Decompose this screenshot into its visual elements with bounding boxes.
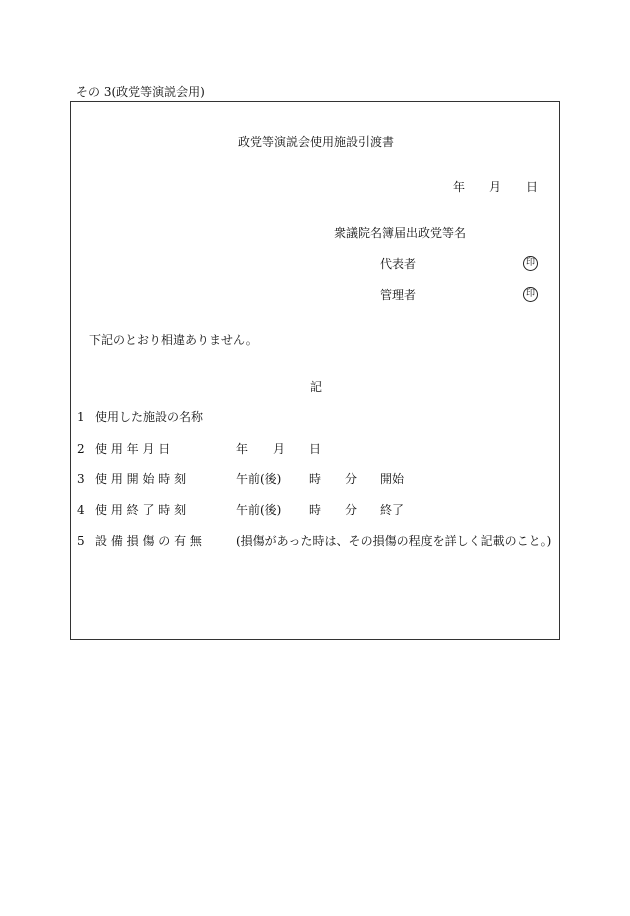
form-frame [70, 101, 560, 640]
party-name-label: 衆議院名簿届出政党等名 [334, 226, 467, 240]
item-number: 4 [77, 503, 85, 517]
ki-heading: 記 [310, 380, 323, 394]
use-date-month: 月 [273, 442, 286, 456]
start-suffix: 開始 [380, 472, 405, 486]
use-date-day: 日 [309, 442, 322, 456]
manager-label: 管理者 [380, 288, 417, 302]
use-date-year: 年 [236, 442, 249, 456]
item-label-use-date: 使 用 年 月 日 [95, 442, 171, 456]
end-suffix: 終了 [380, 503, 405, 517]
start-hour: 時 [309, 472, 322, 486]
start-ampm: 午前(後) [236, 472, 282, 486]
form-number-note: その 3(政党等演説会用) [76, 85, 205, 99]
end-ampm: 午前(後) [236, 503, 282, 517]
start-minute: 分 [345, 472, 358, 486]
item-label-start-time: 使 用 開 始 時 刻 [95, 472, 187, 486]
item-label-end-time: 使 用 終 了 時 刻 [95, 503, 187, 517]
representative-label: 代表者 [380, 257, 417, 271]
end-minute: 分 [345, 503, 358, 517]
statement-text: 下記のとおり相違ありません。 [89, 333, 258, 347]
representative-seal-icon: 印 [523, 256, 538, 271]
item-number: 5 [77, 534, 85, 548]
item-number: 1 [77, 410, 85, 424]
date-year: 年 [453, 180, 466, 194]
damage-note: (損傷があった時は、その損傷の程度を詳しく記載のこと。) [236, 534, 552, 548]
item-number: 3 [77, 472, 85, 486]
manager-seal-icon: 印 [523, 287, 538, 302]
end-hour: 時 [309, 503, 322, 517]
item-label-damage: 設 備 損 傷 の 有 無 [95, 534, 202, 548]
item-label-facility-name: 使用した施設の名称 [95, 410, 204, 424]
document-title: 政党等演説会使用施設引渡書 [238, 135, 395, 149]
date-day: 日 [526, 180, 539, 194]
date-month: 月 [489, 180, 502, 194]
item-number: 2 [77, 442, 85, 456]
